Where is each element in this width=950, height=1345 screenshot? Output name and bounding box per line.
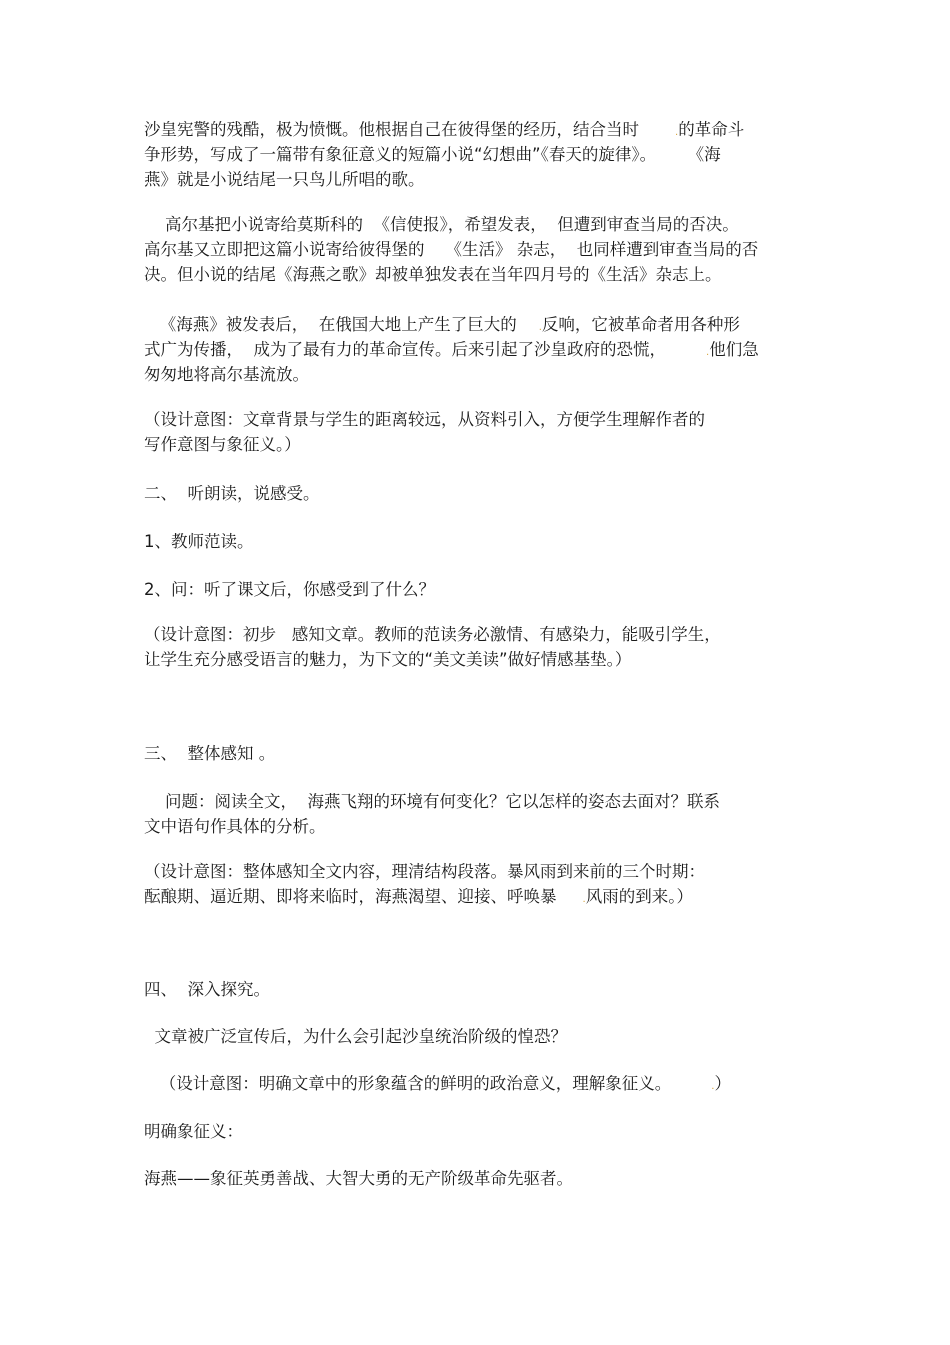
paragraph-1-line-2: 争形势，写成了一篇带有象征意义的短篇小说“幻想曲”《春天的旋律》。 《海 bbox=[144, 145, 721, 164]
section-4-clarify-label: 明确象征义： bbox=[144, 1122, 243, 1141]
design-note-3-line-2 bbox=[144, 885, 693, 909]
paragraph-2-line-3: 决。但小说的结尾《海燕之歌》却被单独发表在当年四月号的《生活》杂志上。 bbox=[144, 265, 722, 284]
design-note-2-line-1: （设计意图：初步 感知文章。教师的范读务必激情、有感染力，能吸引学生， bbox=[144, 625, 721, 644]
text-run: 他们急 bbox=[709, 340, 759, 359]
section-2-item-2: 2、问：听了课文后，你感受到了什么？ bbox=[144, 580, 435, 599]
design-note-1-line-2: 写作意图与象征义。） bbox=[144, 435, 301, 454]
section-2-item-1: 1、教师范读。 bbox=[144, 532, 254, 551]
section-3-question-line-2: 文中语句作具体的分析。 bbox=[144, 817, 326, 836]
text-run: 风雨的到来。） bbox=[585, 887, 693, 906]
artifact-dot: . bbox=[538, 322, 542, 333]
paragraph-3-line-1 bbox=[144, 313, 740, 337]
section-4-heading: 四、 深入探究。 bbox=[144, 980, 270, 999]
section-4-answer: 海燕——象征英勇善战、大智大勇的无产阶级革命先驱者。 bbox=[144, 1169, 573, 1188]
text-run: 反响，它被革命者用各种形 bbox=[541, 315, 740, 334]
text-run: 《海燕》被发表后， 在俄国大地上产生了巨大的 bbox=[144, 315, 517, 334]
artifact-dot: . bbox=[711, 1081, 715, 1092]
artifact-dot: . bbox=[675, 127, 679, 138]
design-note-3-line-1: （设计意图：整体感知全文内容，理清结构段落。暴风雨到来前的三个时期： bbox=[144, 862, 705, 881]
paragraph-3-line-3: 匆匆地将高尔基流放。 bbox=[144, 365, 309, 384]
text-run: 沙皇宪警的残酷，极为愤慨。他根据自己在彼得堡的经历，结合当时 bbox=[144, 120, 639, 139]
design-note-2-line-2: 让学生充分感受语言的魅力，为下文的“美文美读”做好情感基垫。） bbox=[144, 650, 632, 669]
section-3-heading: 三、 整体感知 。 bbox=[144, 744, 276, 763]
paragraph-3-line-2 bbox=[144, 338, 759, 362]
section-2-heading: 二、 听朗读，说感受。 bbox=[144, 484, 320, 503]
design-note-1-line-1: （设计意图：文章背景与学生的距离较远，从资料引入，方便学生理解作者的 bbox=[144, 410, 705, 429]
text-run: ） bbox=[714, 1074, 731, 1093]
text-run: 的革命斗 bbox=[678, 120, 745, 139]
design-note-4 bbox=[144, 1072, 731, 1096]
section-4-question: 文章被广泛宣传后，为什么会引起沙皇统治阶级的惶恐？ bbox=[144, 1027, 567, 1046]
artifact-dot: . bbox=[706, 347, 710, 358]
paragraph-2-line-2: 高尔基又立即把这篇小说寄给彼得堡的 《生活》 杂志， 也同样遭到审查当局的否 bbox=[144, 240, 759, 259]
text-run: 式广为传播， 成为了最有力的革命宣传。后来引起了沙皇政府的恐慌， bbox=[144, 340, 666, 359]
text-run: （设计意图：明确文章中的形象蕴含的鲜明的政治意义，理解象征义。 bbox=[144, 1074, 672, 1093]
paragraph-1-line-3: 燕》就是小说结尾一只鸟儿所唱的歌。 bbox=[144, 170, 425, 189]
section-3-question-line-1: 问题：阅读全文， 海燕飞翔的环境有何变化？它以怎样的姿态去面对？联系 bbox=[144, 792, 720, 811]
paragraph-2-line-1: 高尔基把小说寄给莫斯科的 《信使报》，希望发表， 但遭到审查当局的否决。 bbox=[144, 215, 739, 234]
artifact-dot: . bbox=[582, 894, 586, 905]
text-run: 酝酿期、逼近期、即将来临时，海燕渴望、迎接、呼唤暴 bbox=[144, 887, 557, 906]
paragraph-1-line-1 bbox=[144, 118, 744, 142]
